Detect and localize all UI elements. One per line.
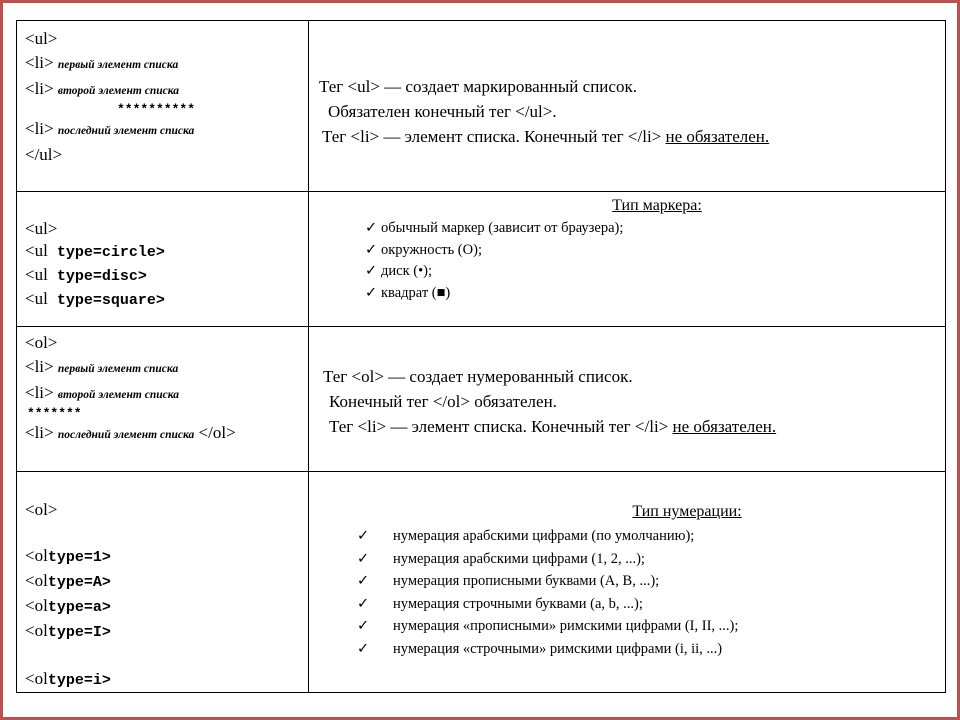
code-line: <oltype=i> bbox=[25, 669, 111, 689]
checkmark-icon: ✓ bbox=[357, 640, 370, 657]
numbering-type-heading: Тип нумерации: bbox=[632, 503, 742, 520]
list-item: ✓ окружность (O); bbox=[365, 240, 945, 262]
description-line: Конечный тег </ol> обязателен. bbox=[329, 392, 557, 411]
checkmark-icon: ✓ bbox=[365, 263, 378, 279]
code-line: <ul type=disc> bbox=[25, 265, 147, 285]
list-item: ✓ нумерация арабскими цифрами (по умолчанию); bbox=[357, 525, 945, 548]
table-row bbox=[17, 192, 946, 327]
description-cell bbox=[309, 21, 946, 192]
checkmark-icon: ✓ bbox=[357, 550, 370, 567]
list-item: ✓ нумерация «прописными» римскими цифрами (I, II, ...); bbox=[357, 615, 945, 638]
code-cell bbox=[17, 472, 309, 693]
code-line: </ul> bbox=[25, 145, 63, 164]
code-line: <ul type=square> bbox=[25, 289, 165, 309]
code-line: <li> последний элемент списка </ol> bbox=[25, 423, 236, 442]
marker-type-heading: Тип маркера: bbox=[612, 197, 702, 214]
code-ellipsis: ******* bbox=[27, 406, 82, 421]
description-cell bbox=[309, 327, 946, 472]
code-cell bbox=[17, 21, 309, 192]
table-row bbox=[17, 327, 946, 472]
code-line: <li> первый элемент списка bbox=[25, 357, 179, 376]
code-line: <ul> bbox=[25, 219, 58, 238]
checkmark-icon: ✓ bbox=[357, 528, 370, 544]
list-item: ✓ диск (•); bbox=[365, 261, 945, 283]
table-row bbox=[17, 472, 946, 693]
checkmark-icon: ✓ bbox=[357, 595, 370, 612]
numbering-type-list bbox=[309, 525, 945, 660]
list-item: ✓ нумерация «строчными» римскими цифрами (i, ii, ...) bbox=[357, 638, 945, 661]
list-item: ✓ нумерация строчными буквами (a, b, ...); bbox=[357, 593, 945, 616]
code-line: <oltype=I> bbox=[25, 621, 111, 641]
code-line: <li> последний элемент списка bbox=[25, 119, 195, 138]
code-line: <ul type=circle> bbox=[25, 241, 165, 261]
description-cell bbox=[309, 472, 946, 693]
marker-type-list bbox=[309, 218, 945, 304]
description-line: Тег <li> — элемент списка. Конечный тег </li> не обязателен. bbox=[322, 127, 770, 146]
code-line: <oltype=a> bbox=[25, 596, 111, 616]
description-line: Тег <ol> — создает нумерованный список. bbox=[323, 367, 633, 386]
description-line: Обязателен конечный тег </ul>. bbox=[328, 102, 557, 121]
code-blank bbox=[25, 521, 308, 544]
html-lists-table bbox=[16, 20, 946, 693]
code-line: <ol> bbox=[25, 500, 58, 519]
description-line: Тег <li> — элемент списка. Конечный тег </li> не обязателен. bbox=[329, 417, 777, 436]
code-cell bbox=[17, 192, 309, 327]
list-item: ✓ нумерация прописными буквами (A, B, ...); bbox=[357, 570, 945, 593]
code-line: <li> второй элемент списка bbox=[25, 383, 180, 402]
list-item: ✓ нумерация арабскими цифрами (1, 2, ...); bbox=[357, 548, 945, 571]
code-ellipsis: ********** bbox=[117, 102, 196, 117]
code-blank bbox=[25, 644, 308, 667]
code-cell bbox=[17, 327, 309, 472]
code-line: <ul> bbox=[25, 29, 58, 48]
code-line: <li> второй элемент списка bbox=[25, 79, 180, 98]
checkmark-icon: ✓ bbox=[357, 618, 370, 634]
table-row bbox=[17, 21, 946, 192]
code-line: <ol> bbox=[25, 333, 58, 352]
checkmark-icon: ✓ bbox=[365, 241, 378, 258]
code-line: <li> первый элемент списка bbox=[25, 53, 179, 72]
code-line: <oltype=1> bbox=[25, 546, 111, 566]
checkmark-icon: ✓ bbox=[357, 573, 370, 589]
list-item: ✓ квадрат (■) bbox=[365, 283, 945, 305]
description-line: Тег <ul> — создает маркированный список. bbox=[319, 77, 637, 96]
description-cell bbox=[309, 192, 946, 327]
list-item: ✓ обычный маркер (зависит от браузера); bbox=[365, 218, 945, 240]
checkmark-icon: ✓ bbox=[365, 220, 378, 236]
code-line: <oltype=A> bbox=[25, 571, 111, 591]
checkmark-icon: ✓ bbox=[365, 284, 378, 301]
